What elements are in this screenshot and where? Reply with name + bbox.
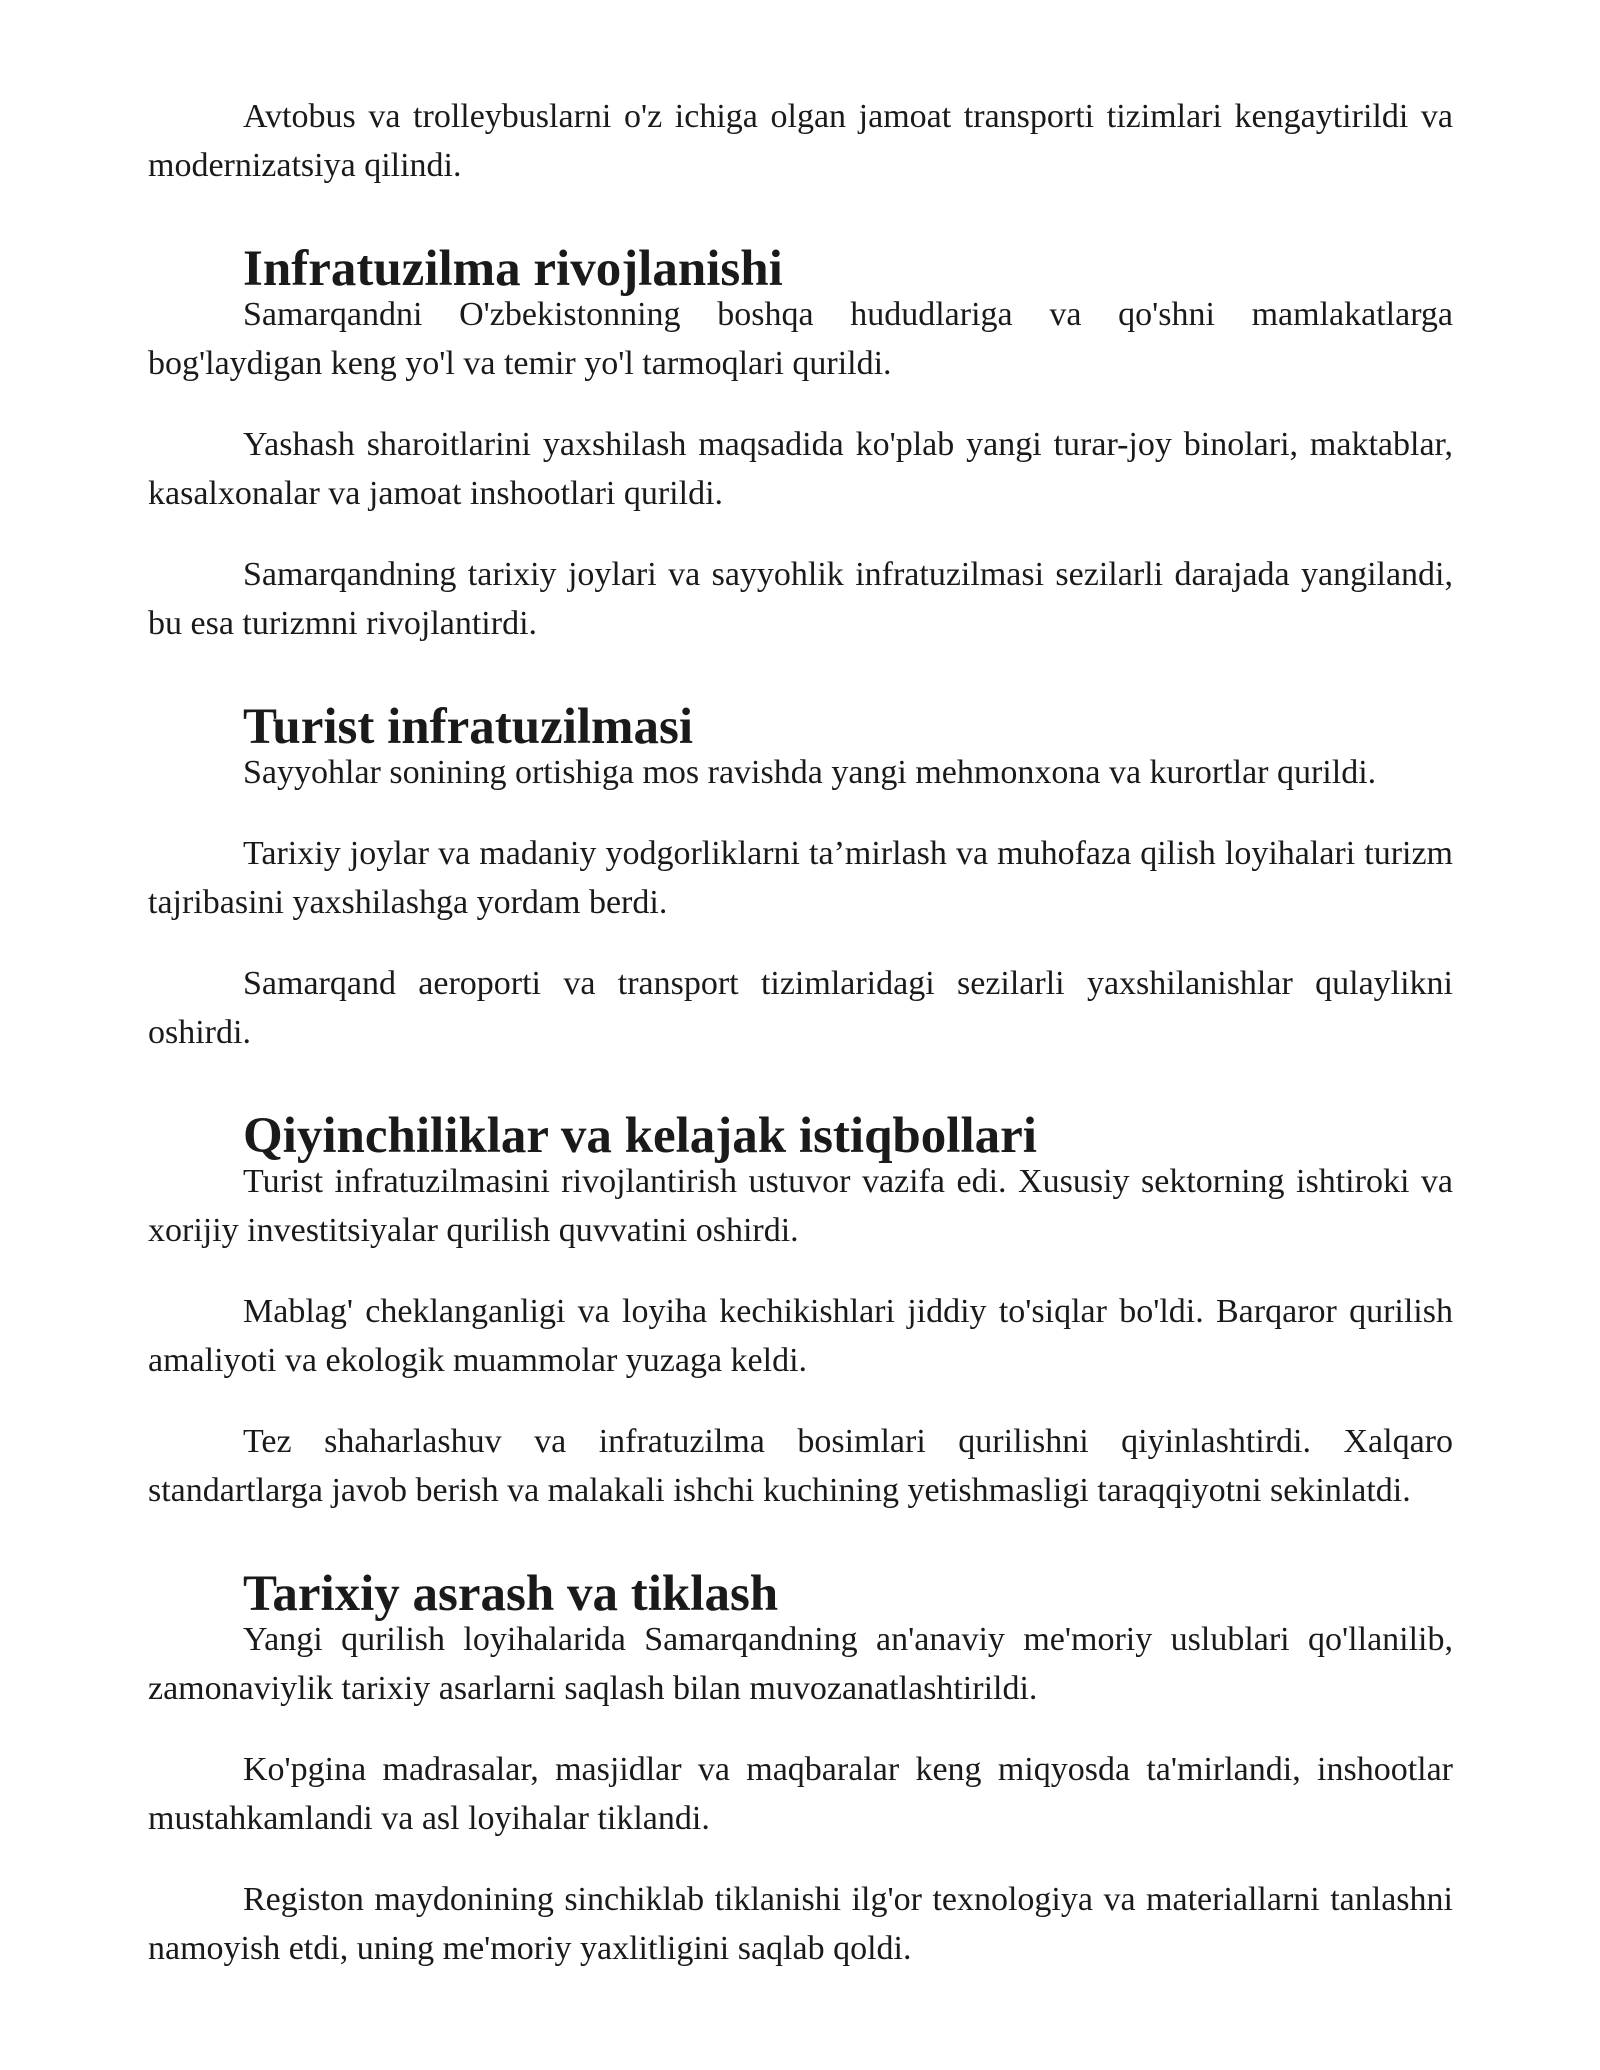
heading-challenges-future: Qiyinchiliklar va kelajak istiqbollari: [243, 1108, 1037, 1164]
paragraph-restoration-projects: Tarixiy joylar va madaniy yodgorliklarni ta’mirlash va muhofaza qilish loyihalari turizm tajribasini yaxshilashga yordam berdi.: [148, 835, 1453, 921]
paragraph-housing-buildings: Yashash sharoitlarini yaxshilash maqsadida ko'plab yangi turar-joy binolari, maktablar, kasalxonalar va jamoat inshootlari qurildi.: [148, 426, 1453, 512]
paragraph-historic-sites-renewal: Samarqandning tarixiy joylari va sayyohlik infratuzilmasi sezilarli darajada yangilandi, bu esa turizmni rivojlantirdi.: [148, 556, 1453, 642]
paragraph-traditional-styles: Yangi qurilish loyihalarida Samarqandning an'anaviy me'moriy uslublari qo'llanilib, zamonaviylik tarixiy asarlarni saqlash bilan muvozanatlashtirildi.: [148, 1621, 1453, 1707]
heading-historic-preservation: Tarixiy asrash va tiklash: [243, 1566, 779, 1622]
paragraph-airport-transport: Samarqand aeroporti va transport tizimlaridagi sezilarli yaxshilanishlar qulaylikni oshirdi.: [148, 965, 1453, 1051]
paragraph-urbanization-pressures: Tez shaharlashuv va infratuzilma bosimlari qurilishni qiyinlashtirdi. Xalqaro standartlarga javob berish va malakali ishchi kuchining yetishmasligi taraqqiyotni sekinlatdi.: [148, 1423, 1453, 1509]
paragraph-road-rail-networks: Samarqandni O'zbekistonning boshqa hududlariga va qo'shni mamlakatlarga bog'laydigan keng yo'l va temir yo'l tarmoqlari qurildi.: [148, 296, 1453, 382]
heading-tourist-infrastructure: Turist infratuzilmasi: [243, 699, 694, 755]
paragraph-registan-restoration: Registon maydonining sinchiklab tiklanishi ilg'or texnologiya va materiallarni tanlashni namoyish etdi, uning me'moriy yaxlitligini saqlab qoldi.: [148, 1881, 1453, 1967]
paragraph-public-transport: Avtobus va trolleybuslarni o'z ichiga olgan jamoat transporti tizimlari kengaytirildi va modernizatsiya qilindi.: [148, 98, 1453, 184]
heading-infrastructure-development: Infratuzilma rivojlanishi: [243, 241, 783, 297]
paragraph-funding-delays: Mablag' cheklanganligi va loyiha kechikishlari jiddiy to'siqlar bo'ldi. Barqaror qurilish amaliyoti va ekologik muammolar yuzaga keldi.: [148, 1293, 1453, 1379]
paragraph-hotels-resorts: Sayyohlar sonining ortishiga mos ravishda yangi mehmonxona va kurortlar qurildi.: [243, 754, 1377, 791]
paragraph-madrasas-restoration: Ko'pgina madrasalar, masjidlar va maqbaralar keng miqyosda ta'mirlandi, inshootlar mustahkamlandi va asl loyihalar tiklandi.: [148, 1751, 1453, 1837]
document-page: [148, 92, 1453, 2005]
paragraph-priority-investment: Turist infratuzilmasini rivojlantirish ustuvor vazifa edi. Xususiy sektorning ishtiroki va xorijiy investitsiyalar qurilish quvvatini oshirdi.: [148, 1163, 1453, 1249]
